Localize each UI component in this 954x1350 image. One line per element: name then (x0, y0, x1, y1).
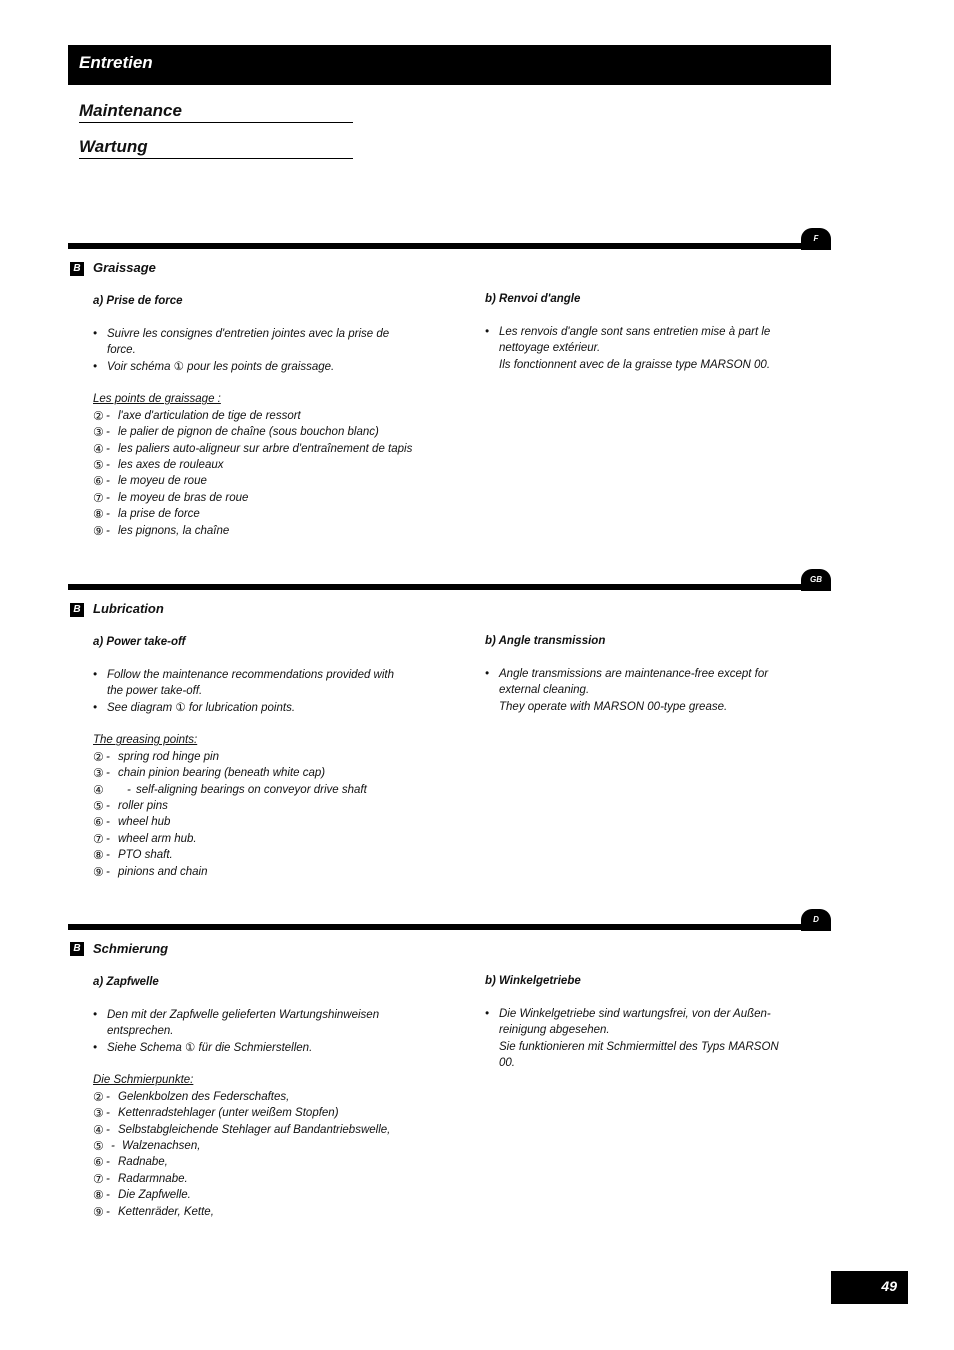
subtitle-maintenance: Maintenance (79, 101, 353, 123)
list-item: ⑤ - les axes de rouleaux (93, 458, 224, 473)
list-item: ⑦ - le moyeu de bras de roue (93, 490, 249, 505)
list-item: ⑦ - wheel arm hub. (93, 831, 197, 846)
section-b-icon: B (70, 603, 84, 617)
section-divider (68, 243, 831, 249)
section-b-icon: B (70, 262, 84, 276)
bullet-item: • Les renvois d'angle sont sans entretien mise à part le nettoyage extérieur. (485, 325, 771, 355)
subsection-heading: b) Winkelgetriebe (485, 975, 581, 987)
list-item: ⑤ - Walzenachsen, (93, 1139, 201, 1154)
bullet-item: • Follow the maintenance recommendations provided with the power take-off. (93, 668, 395, 698)
list-item: ④ - les paliers auto-aligneur sur arbre d'entraînement de tapis (93, 441, 413, 456)
list-item: ⑨ - Kettenräder, Kette, (93, 1204, 214, 1219)
list-item: ⑥ - wheel hub (93, 815, 171, 830)
left-column (93, 293, 413, 539)
list-item: ② - spring rod hinge pin (93, 749, 220, 764)
list-item: ④ - Selbstabgleichende Stehlager auf Bandantriebswelle, (93, 1122, 391, 1137)
subsection-heading: a) Prise de force (93, 295, 183, 307)
continuation-text: Sie funktionieren mit Schmiermittel des Typs MARSON 00. (499, 1040, 779, 1070)
list-item: ⑦ - Radarmnabe. (93, 1171, 188, 1186)
list-item: ⑥ - Radnabe, (93, 1155, 168, 1170)
points-label: Die Schmierpunkte: (93, 1074, 194, 1087)
subsection-heading: a) Power take-off (93, 636, 186, 648)
section-title: Schmierung (93, 941, 169, 956)
list-item: ⑧ - PTO shaft. (93, 848, 173, 863)
section-title: Graissage (93, 260, 156, 275)
bullet-item: • Voir schéma ① pour les points de graissage. (93, 360, 335, 373)
section-divider (68, 924, 831, 930)
list-item: ② - Gelenkbolzen des Federschaftes, (93, 1089, 290, 1104)
list-item: ⑧ - la prise de force (93, 507, 200, 522)
subsection-heading: b) Renvoi d'angle (485, 293, 581, 305)
bullet-item: • Siehe Schema ① für die Schmierstellen. (93, 1041, 313, 1054)
list-item: ③ - le palier de pignon de chaîne (sous bouchon blanc) (93, 425, 379, 440)
right-column (485, 291, 795, 373)
bullet-item: • See diagram ① for lubrication points. (93, 701, 296, 714)
list-item: ⑤ - roller pins (93, 799, 168, 814)
continuation-text: They operate with MARSON 00-type grease. (499, 700, 728, 713)
bullet-item: • Angle transmissions are maintenance-free except for external cleaning. (485, 667, 769, 697)
left-column (93, 634, 413, 880)
bullet-item: • Suivre les consignes d'entretien jointes avec la prise de force. (93, 327, 390, 357)
right-column (485, 973, 795, 1071)
left-column (93, 974, 413, 1220)
header-banner (68, 45, 831, 85)
list-item: ⑨ - pinions and chain (93, 864, 208, 879)
section-title: Lubrication (93, 601, 164, 616)
right-column (485, 633, 795, 715)
list-item: ⑥ - le moyeu de roue (93, 474, 207, 489)
language-tab-d: D (801, 909, 831, 931)
list-item: ④ - self-aligning bearings on conveyor drive shaft (93, 782, 367, 797)
bullet-item: • Den mit der Zapfwelle gelieferten Wartungshinweisen entsprechen. (93, 1008, 380, 1038)
subtitle-wartung: Wartung (79, 137, 353, 159)
bullet-item: • Die Winkelgetriebe sind wartungsfrei, von der Außen-reinigung abgesehen. (485, 1007, 771, 1037)
language-tab-f: F (801, 228, 831, 250)
list-item: ③ - Kettenradstehlager (unter weißem Stopfen) (93, 1106, 339, 1121)
section-divider (68, 584, 831, 590)
section-b-icon: B (70, 942, 84, 956)
page-title: Entretien (79, 53, 153, 72)
subsection-heading: b) Angle transmission (485, 635, 606, 647)
list-item: ③ - chain pinion bearing (beneath white cap) (93, 766, 326, 781)
language-tab-gb: GB (801, 569, 831, 591)
list-item: ② - l'axe d'articulation de tige de ressort (93, 408, 301, 423)
points-label: Les points de graissage : (93, 393, 221, 406)
subsection-heading: a) Zapfwelle (93, 976, 159, 988)
list-item: ⑧ - Die Zapfwelle. (93, 1188, 191, 1203)
continuation-text: Ils fonctionnent avec de la graisse type MARSON 00. (499, 358, 771, 371)
points-label: The greasing points: (93, 734, 198, 747)
page-number: 49 (831, 1271, 908, 1304)
list-item: ⑨ - les pignons, la chaîne (93, 523, 230, 538)
